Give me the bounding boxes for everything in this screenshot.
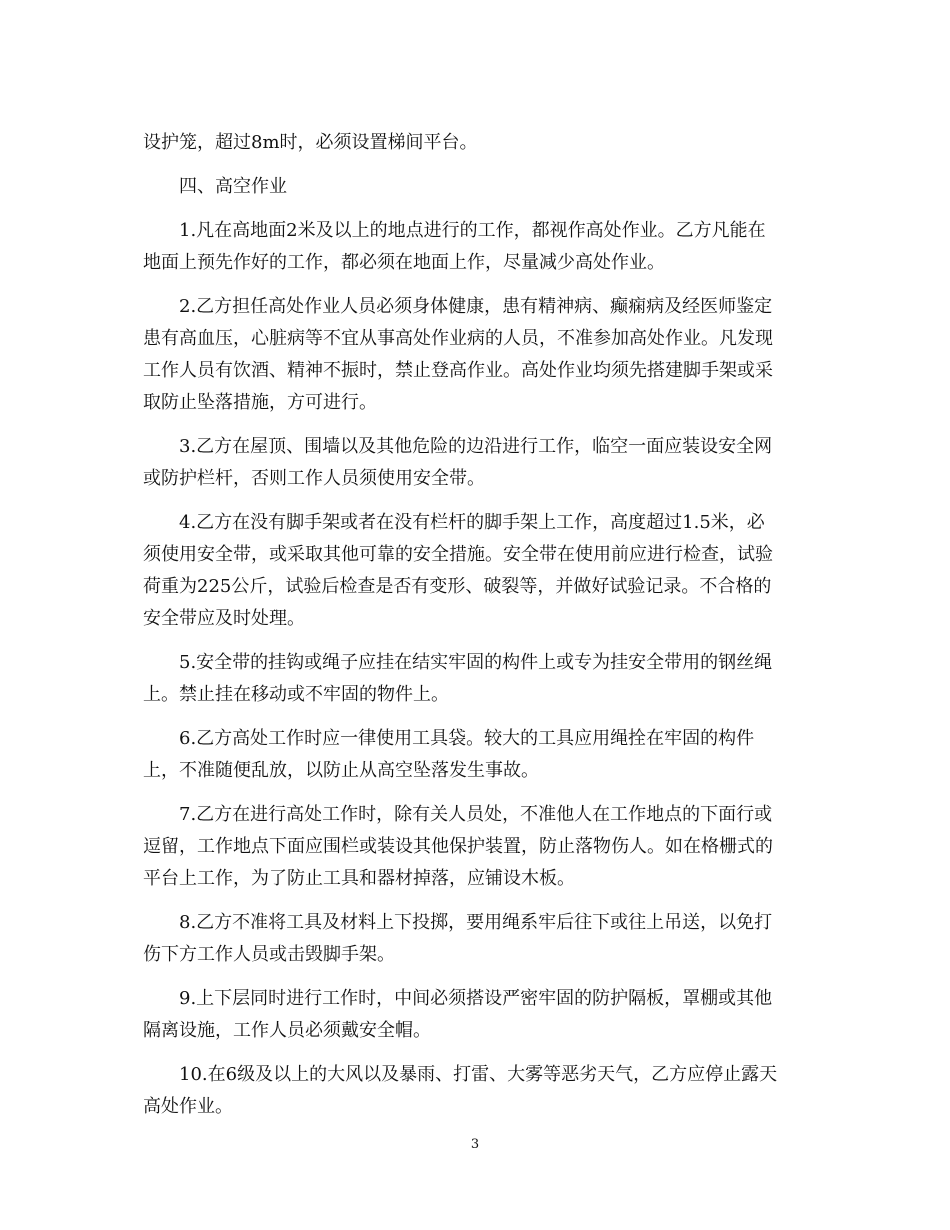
paragraph-4-line-4: 安全带应及时处理。 [143, 608, 305, 629]
paragraph-7-line-3: 平台上工作，为了防止工具和器材掉落，应铺设木板。 [143, 868, 575, 889]
paragraph-3-line-2: 或防护栏杆，否则工作人员须使用安全带。 [143, 468, 485, 489]
paragraph-9-line-1: 9.上下层同时进行工作时，中间必须搭设严密牢固的防护隔板，罩棚或其他 [179, 988, 773, 1009]
paragraph-6-line-1: 6.乙方高处工作时应一律使用工具袋。较大的工具应用绳拴在牢固的构件 [179, 728, 755, 749]
paragraph-2-line-2: 患有高血压，心脏病等不宜从事高处作业病的人员，不准参加高处作业。凡发现 [143, 328, 773, 349]
paragraph-2-line-1: 2.乙方担任高处作业人员必须身体健康，患有精神病、癫痫病及经医师鉴定 [179, 296, 773, 317]
paragraph-1-line-1: 1.凡在高地面2米及以上的地点进行的工作，都视作高处作业。乙方凡能在 [179, 220, 766, 241]
paragraph-2-line-4: 取防止坠落措施，方可进行。 [143, 392, 377, 413]
paragraph-7-line-2: 逗留，工作地点下面应围栏或装设其他保护装置，防止落物伤人。如在格栅式的 [143, 836, 773, 857]
paragraph-4-line-2: 须使用安全带，或采取其他可靠的安全措施。安全带在使用前应进行检查，试验 [143, 544, 773, 565]
paragraph-10-line-2: 高处作业。 [143, 1096, 233, 1117]
paragraph-1-line-2: 地面上预先作好的工作，都必须在地面上作，尽量减少高处作业。 [143, 252, 665, 273]
paragraph-9-line-2: 隔离设施，工作人员必须戴安全帽。 [143, 1020, 431, 1041]
page-number: 3 [470, 1137, 480, 1152]
page-content [143, 127, 808, 1123]
paragraph-4-line-1: 4.乙方在没有脚手架或者在没有栏杆的脚手架上工作，高度超过1.5米，必 [179, 512, 765, 533]
paragraph-6-line-2: 上，不准随便乱放，以防止从高空坠落发生事故。 [143, 760, 539, 781]
paragraph-5-line-2: 上。禁止挂在移动或不牢固的物件上。 [143, 684, 449, 705]
paragraph-8-line-1: 8.乙方不准将工具及材料上下投掷，要用绳系牢后往下或往上吊送，以免打 [179, 912, 773, 933]
paragraph-4-line-3: 荷重为225公斤，试验后检查是否有变形、破裂等，并做好试验记录。不合格的 [143, 576, 772, 597]
section-heading: 四、高空作业 [179, 176, 287, 197]
paragraph-10-line-1: 10.在6级及以上的大风以及暴雨、打雷、大雾等恶劣天气，乙方应停止露天 [179, 1064, 778, 1085]
paragraph-2-line-3: 工作人员有饮酒、精神不振时，禁止登高作业。高处作业均须先搭建脚手架或采 [143, 360, 773, 381]
text-line: 设护笼，超过8m时，必须设置梯间平台。 [143, 132, 478, 153]
paragraph-7-line-1: 7.乙方在进行高处工作时，除有关人员处，不准他人在工作地点的下面行或 [179, 804, 773, 825]
paragraph-3-line-1: 3.乙方在屋顶、围墙以及其他危险的边沿进行工作，临空一面应装设安全网 [179, 436, 773, 457]
paragraph-5-line-1: 5.安全带的挂钩或绳子应挂在结实牢固的构件上或专为挂安全带用的钢丝绳 [179, 652, 773, 673]
paragraph-8-line-2: 伤下方工作人员或击毁脚手架。 [143, 944, 395, 965]
